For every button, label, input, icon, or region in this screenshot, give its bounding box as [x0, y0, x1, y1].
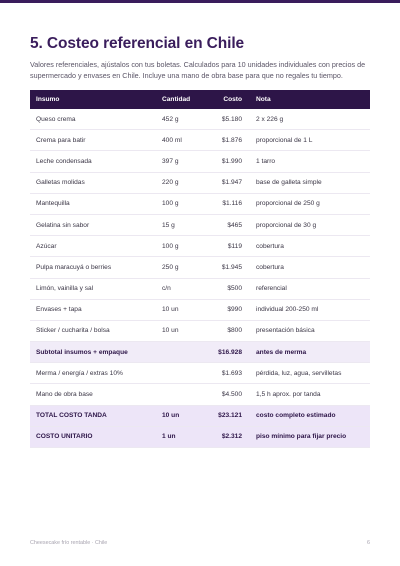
cell-costo: $2.312: [208, 426, 248, 447]
table-row: [30, 278, 370, 299]
table-row: [30, 320, 370, 341]
cell-nota: cobertura: [248, 236, 370, 257]
cell-nota: base de galleta simple: [248, 172, 370, 193]
cell-cantidad: [156, 363, 208, 384]
cell-costo: $1.876: [208, 130, 248, 151]
page-content: [30, 34, 370, 448]
table-row: [30, 214, 370, 235]
cell-insumo: COSTO UNITARIO: [30, 426, 156, 447]
cell-costo: $1.945: [208, 257, 248, 278]
cell-nota: presentación básica: [248, 320, 370, 341]
cell-insumo: Mano de obra base: [30, 384, 156, 405]
table-row: [30, 193, 370, 214]
table-row: [30, 384, 370, 405]
cell-costo: $1.990: [208, 151, 248, 172]
table-body: [30, 109, 370, 448]
cell-cantidad: [156, 384, 208, 405]
cell-costo: $1.947: [208, 172, 248, 193]
top-accent-bar: [0, 0, 400, 3]
table-row: [30, 299, 370, 320]
cell-nota: proporcional de 30 g: [248, 214, 370, 235]
table-row: [30, 172, 370, 193]
table-row: [30, 426, 370, 447]
cell-costo: $4.500: [208, 384, 248, 405]
cell-cantidad: 100 g: [156, 193, 208, 214]
cell-insumo: Gelatina sin sabor: [30, 214, 156, 235]
cell-costo: $23.121: [208, 405, 248, 426]
cell-insumo: Merma / energía / extras 10%: [30, 363, 156, 384]
cell-costo: $5.180: [208, 109, 248, 130]
cell-nota: 1 tarro: [248, 151, 370, 172]
cell-cantidad: 10 un: [156, 299, 208, 320]
cell-cantidad: 220 g: [156, 172, 208, 193]
cell-insumo: Galletas molidas: [30, 172, 156, 193]
table-row: [30, 257, 370, 278]
footer-title: Cheesecake frío rentable · Chile: [30, 540, 108, 546]
cell-cantidad: [156, 342, 208, 363]
cell-costo: $465: [208, 214, 248, 235]
cell-cantidad: 10 un: [156, 320, 208, 341]
cell-nota: piso mínimo para fijar precio: [248, 426, 370, 447]
cell-costo: $990: [208, 299, 248, 320]
table-row: [30, 151, 370, 172]
table-row: [30, 405, 370, 426]
cell-insumo: Sticker / cucharita / bolsa: [30, 320, 156, 341]
header-cantidad: Cantidad: [162, 96, 191, 103]
cell-costo: $16.928: [208, 342, 248, 363]
cell-cantidad: 1 un: [156, 426, 208, 447]
table-row: [30, 130, 370, 151]
table-row: [30, 109, 370, 130]
page-number: 6: [367, 540, 370, 546]
cell-cantidad: c/n: [156, 278, 208, 299]
cell-cantidad: 250 g: [156, 257, 208, 278]
cell-insumo: Leche condensada: [30, 151, 156, 172]
cell-nota: referencial: [248, 278, 370, 299]
cell-nota: 1,5 h aprox. por tanda: [248, 384, 370, 405]
table-header-row: [30, 90, 370, 109]
cell-insumo: Mantequilla: [30, 193, 156, 214]
cell-nota: antes de merma: [248, 342, 370, 363]
header-costo: Costo: [223, 96, 242, 103]
table-row: [30, 342, 370, 363]
cell-cantidad: 452 g: [156, 109, 208, 130]
cell-insumo: Pulpa maracuyá o berries: [30, 257, 156, 278]
cell-insumo: Queso crema: [30, 109, 156, 130]
cell-costo: $800: [208, 320, 248, 341]
table-row: [30, 363, 370, 384]
cell-cantidad: 15 g: [156, 214, 208, 235]
cell-insumo: Azúcar: [30, 236, 156, 257]
cell-nota: individual 200-250 ml: [248, 299, 370, 320]
cell-cantidad: 100 g: [156, 236, 208, 257]
cell-cantidad: 400 ml: [156, 130, 208, 151]
cell-nota: proporcional de 1 L: [248, 130, 370, 151]
cell-insumo: Envases + tapa: [30, 299, 156, 320]
intro-paragraph: Valores referenciales, ajústalos con tus boletas. Calculados para 10 unidades individuales con precios de supermercado y envases en Chile. Incluye una mano de obra base para que no regales tu tiempo.: [30, 60, 366, 80]
cell-costo: $1.116: [208, 193, 248, 214]
header-insumo: Insumo: [36, 96, 60, 103]
header-nota: Nota: [256, 96, 271, 103]
cell-nota: cobertura: [248, 257, 370, 278]
table-header: [30, 90, 370, 109]
cell-insumo: Subtotal insumos + empaque: [30, 342, 156, 363]
cell-nota: costo completo estimado: [248, 405, 370, 426]
cell-nota: proporcional de 250 g: [248, 193, 370, 214]
cell-cantidad: 10 un: [156, 405, 208, 426]
cell-nota: 2 x 226 g: [248, 109, 370, 130]
cell-costo: $119: [208, 236, 248, 257]
section-heading: 5. Costeo referencial en Chile: [30, 35, 245, 52]
table-row: [30, 236, 370, 257]
cell-nota: pérdida, luz, agua, servilletas: [248, 363, 370, 384]
cell-insumo: Limón, vainilla y sal: [30, 278, 156, 299]
cost-table: [30, 90, 370, 448]
cell-insumo: Crema para batir: [30, 130, 156, 151]
cell-insumo: TOTAL COSTO TANDA: [30, 405, 156, 426]
cell-costo: $500: [208, 278, 248, 299]
cell-cantidad: 397 g: [156, 151, 208, 172]
cell-costo: $1.693: [208, 363, 248, 384]
